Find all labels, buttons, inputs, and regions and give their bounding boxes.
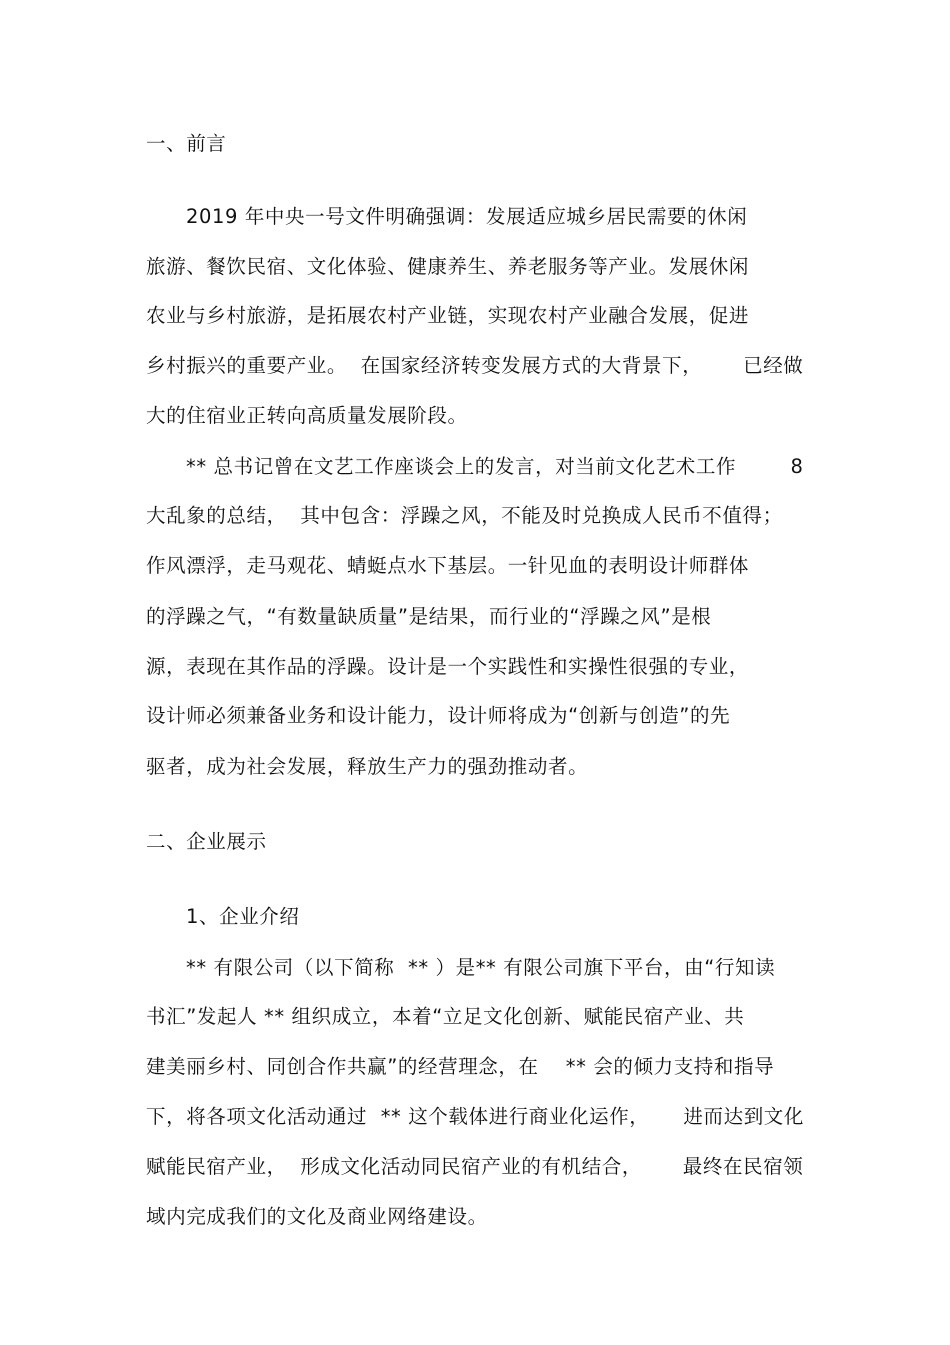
section-heading-company: 二、企业展示 — [146, 830, 267, 853]
paragraph-line: 2019 年中央一号文件明确强调：发展适应城乡居民需要的休闲 — [186, 205, 748, 228]
paragraph-line: 大的住宿业正转向高质量发展阶段。 — [146, 404, 468, 427]
paragraph-line: 大乱象的总结， 其中包含：浮躁之风，不能及时兑换成人民币不值得； — [146, 504, 783, 527]
paragraph-line: 源，表现在其作品的浮躁。设计是一个实践性和实操性很强的专业， — [146, 655, 750, 678]
paragraph-line: 旅游、餐饮民宿、文化体验、健康养生、养老服务等产业。发展休闲 — [146, 255, 750, 278]
paragraph-line: ** 有限公司（以下简称 ** ）是** 有限公司旗下平台，由“行知读 — [186, 956, 776, 979]
subsection-heading: 1、企业介绍 — [186, 905, 300, 928]
paragraph-line: 建美丽乡村、同创合作共赢”的经营理念，在 ** 会的倾力支持和指导 — [146, 1055, 775, 1078]
paragraph-line: 驱者，成为社会发展，释放生产力的强劲推动者。 — [146, 755, 589, 778]
paragraph-line: 设计师必须兼备业务和设计能力，设计师将成为“创新与创造”的先 — [146, 704, 731, 727]
paragraph-line: 的浮躁之气，“有数量缺质量”是结果，而行业的“浮躁之风”是根 — [146, 605, 712, 628]
paragraph-line: 下，将各项文化活动通过 ** 这个载体进行商业化运作， 进而达到文化 — [146, 1105, 804, 1128]
section-heading-preface: 一、前言 — [146, 132, 227, 155]
paragraph-line: 书汇”发起人 ** 组织成立，本着“立足文化创新、赋能民宿产业、共 — [146, 1005, 745, 1028]
paragraph-line: 域内完成我们的文化及商业网络建设。 — [146, 1205, 488, 1228]
paragraph-line: 赋能民宿产业， 形成文化活动同民宿产业的有机结合， 最终在民宿领 — [146, 1155, 804, 1178]
paragraph-line: 农业与乡村旅游，是拓展农村产业链，实现农村产业融合发展，促进 — [146, 304, 750, 327]
paragraph-line: 乡村振兴的重要产业。 在国家经济转变发展方式的大背景下， 已经做 — [146, 354, 804, 377]
paragraph-line: ** 总书记曾在文艺工作座谈会上的发言，对当前文化艺术工作 8 — [186, 455, 804, 478]
paragraph-line: 作风漂浮，走马观花、蜻蜓点水下基层。一针见血的表明设计师群体 — [146, 554, 750, 577]
